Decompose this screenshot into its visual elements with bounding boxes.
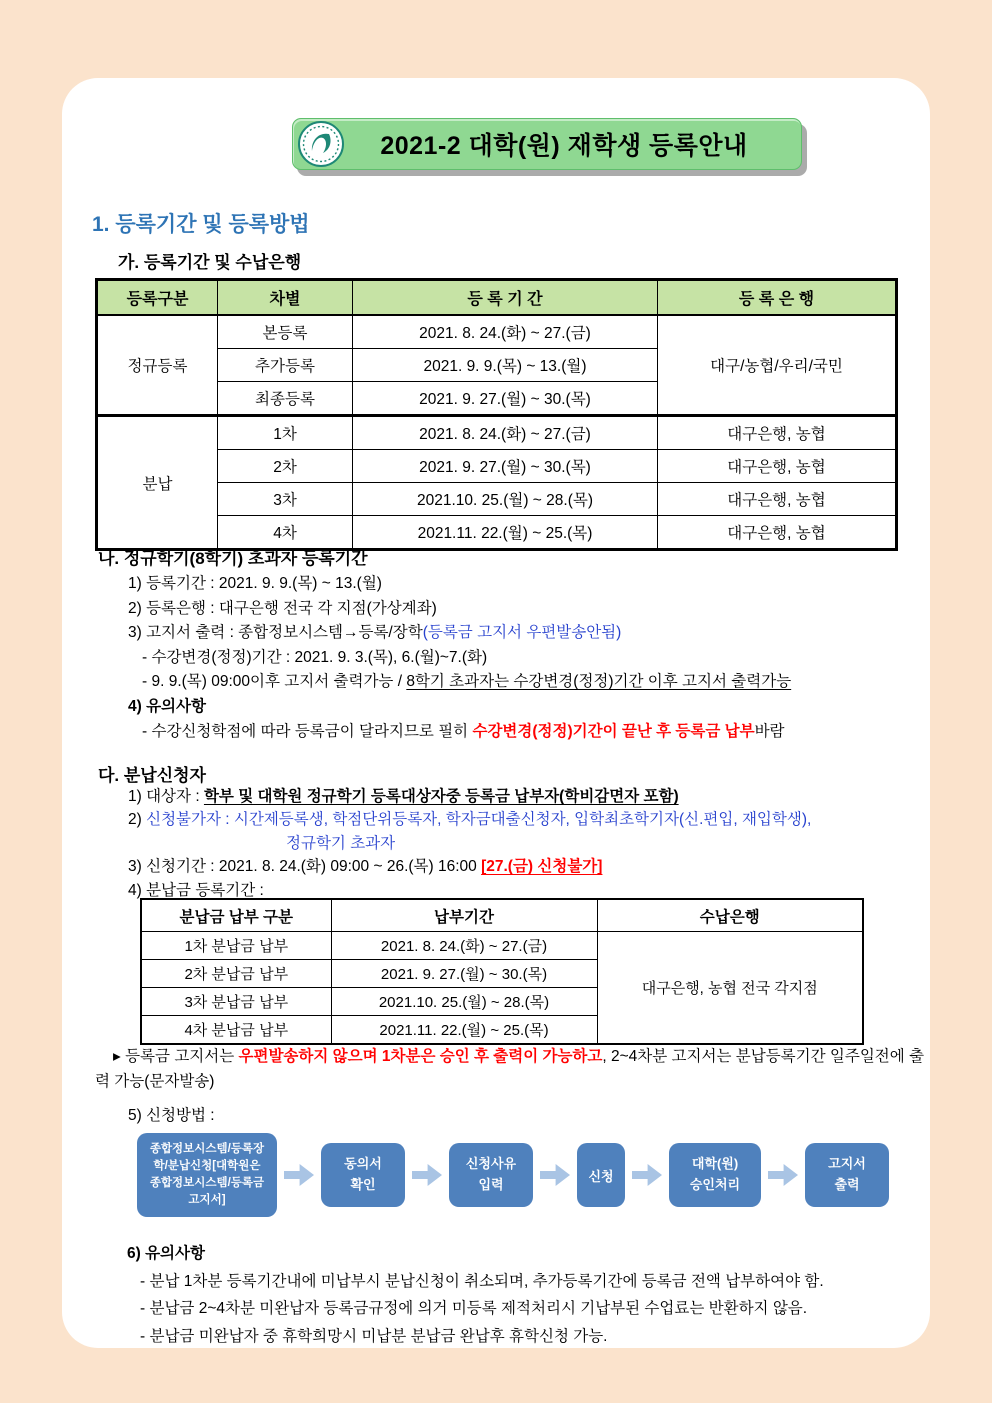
- cell-receiving-bank: 대구은행, 농협 전국 각지점: [597, 932, 863, 1045]
- flow-step-line: 고지서: [828, 1156, 866, 1172]
- caution-heading: 6) 유의사항: [127, 1245, 205, 1262]
- cell-installment-type: 2차 분납금 납부: [141, 960, 331, 988]
- content-sheet: [62, 78, 930, 1348]
- registration-period-table: [95, 278, 898, 551]
- da-item1-target: 학부 및 대학원 정규학기 등록대상자중 등록금 납부자(학비감면자 포함): [203, 788, 679, 805]
- na-item-1: 1) 등록기간 : 2021. 9. 9.(목) ~ 13.(월): [128, 575, 382, 592]
- flow-step-line: 입력: [478, 1177, 504, 1192]
- cell-payment-period: 2021. 9. 27.(월) ~ 30.(목): [331, 960, 597, 988]
- na-item-3-sub-1: - 수강변경(정정)기간 : 2021. 9. 3.(목), 6.(월)~7.(화): [142, 648, 488, 666]
- flow-step-reason: [449, 1143, 533, 1207]
- cell-round: 추가등록: [218, 349, 353, 382]
- cell-period: 2021. 9. 27.(월) ~ 30.(목): [353, 382, 658, 416]
- notice-red: 우편발송하지 않으며 1차분은 승인 후 출력이 가능하고: [238, 1048, 603, 1065]
- na-item-4: 4) 유의사항: [128, 697, 206, 715]
- flow-step-line: 종합정보시스템/등록금: [149, 1177, 265, 1189]
- cell-round: 본등록: [218, 315, 353, 349]
- bill-notice-paragraph: [95, 1044, 931, 1094]
- na-item-4-sub: [142, 720, 791, 745]
- page-title: 2021-2 대학(원) 재학생 등록안내: [380, 132, 748, 160]
- cell-round: 4차: [218, 516, 353, 550]
- da-item-4: 4) 분납금 등록기간 :: [128, 881, 264, 899]
- table-row: [97, 416, 897, 450]
- university-emblem-icon: [298, 121, 344, 172]
- col-header-round: 차별: [218, 280, 353, 316]
- col-header-category: 등록구분: [97, 280, 218, 316]
- cell-period: 2021.11. 22.(월) ~ 25.(목): [353, 516, 658, 550]
- flow-step-line: 확인: [350, 1177, 376, 1192]
- flow-step-consent: [321, 1143, 405, 1207]
- right-arrow-icon: [768, 1164, 798, 1186]
- cell-installment-type: 4차 분납금 납부: [141, 1016, 331, 1045]
- da-item-3: [128, 855, 811, 878]
- notice-plain-1: 등록금 고지서는: [120, 1048, 239, 1065]
- table-header-row: [141, 899, 863, 932]
- na-item-list: [128, 572, 791, 744]
- flow-step-line: 학/분납신청[대학원은: [153, 1159, 261, 1172]
- caution-list: [140, 1268, 824, 1350]
- cell-bank: 대구은행, 농협: [658, 483, 897, 516]
- da-item-1: [128, 785, 811, 808]
- method-heading: 5) 신청방법 :: [128, 1107, 215, 1124]
- caution-bullet-2: - 분납금 2~4차분 미완납자 등록금규정에 의거 미등록 제적처리시 기납부된 수업료는 반환하지 않음.: [140, 1300, 808, 1318]
- section-1-heading: 1. 등록기간 및 등록방법: [92, 213, 310, 236]
- cell-bank: 대구은행, 농협: [658, 416, 897, 450]
- flow-step-apply: [577, 1143, 625, 1207]
- flow-step-line: 신청사유: [465, 1156, 517, 1172]
- flow-step-line: 동의서: [344, 1156, 382, 1172]
- table-row: [141, 932, 863, 960]
- da-item3-plain: 3) 신청기간 : 2021. 8. 24.(화) 09:00 ~ 26.(목) 16:00: [128, 858, 482, 876]
- cell-round: 3차: [218, 483, 353, 516]
- cell-period: 2021. 9. 27.(월) ~ 30.(목): [353, 450, 658, 483]
- cell-bank: 대구/농협/우리/국민: [658, 315, 897, 416]
- da-item2-number: 2): [128, 811, 147, 829]
- na-item-3-sub-2: [142, 670, 791, 695]
- cell-installment-type: 3차 분납금 납부: [141, 988, 331, 1016]
- da-item3-red: [27.(금) 신청불가]: [481, 858, 603, 876]
- cell-category-installment: 분납: [97, 416, 218, 550]
- flow-step-line: 출력: [834, 1177, 860, 1192]
- table-header-row: [97, 280, 897, 316]
- na-sub2-plain: - 9. 9.(목) 09:00이후 고지서 출력가능 /: [142, 673, 407, 691]
- subsection-da-heading: 다. 분납신청자: [98, 766, 206, 785]
- flow-step-approval: [669, 1143, 761, 1207]
- cell-period: 2021. 8. 24.(화) ~ 27.(금): [353, 315, 658, 349]
- col-header-receiving-bank: 수납은행: [597, 899, 863, 932]
- col-header-period: 등 록 기 간: [353, 280, 658, 316]
- col-header-bank: 등 록 은 행: [658, 280, 897, 316]
- cell-round: 2차: [218, 450, 353, 483]
- na-sub2-underlined: 8학기 초과자는 수강변경(정정)기간 이후 고지서 출력가능: [406, 673, 792, 691]
- right-arrow-icon: [412, 1164, 442, 1186]
- da-item-2: [128, 808, 811, 831]
- installment-payment-table: [140, 898, 864, 1045]
- application-flowchart: [137, 1133, 889, 1217]
- right-arrow-icon: [540, 1164, 570, 1186]
- triangle-bullet-icon: ▸: [113, 1048, 121, 1065]
- cell-installment-type: 1차 분납금 납부: [141, 932, 331, 960]
- cell-category-regular: 정규등록: [97, 315, 218, 416]
- flow-step-print-bill: [805, 1143, 889, 1207]
- cell-payment-period: 2021.11. 22.(월) ~ 25.(목): [331, 1016, 597, 1045]
- da-item1-label: 1) 대상자 :: [128, 788, 204, 805]
- cell-round: 1차: [218, 416, 353, 450]
- na-item4-tail: 바람: [754, 722, 785, 740]
- da-item2-blue: 신청불가자 : 시간제등록생, 학점단위등록자, 학자금대출신청자, 입학최초학기자(신.편입, 재입학생),: [146, 811, 812, 829]
- na-item4-plain: - 수강신청학점에 따라 등록금이 달라지므로 필히: [142, 722, 473, 740]
- cell-payment-period: 2021. 8. 24.(화) ~ 27.(금): [331, 932, 597, 960]
- col-header-installment-type: 분납금 납부 구분: [141, 899, 331, 932]
- caution-bullet-1: - 분납 1차분 등록기간내에 미납부시 분납신청이 취소되며, 추가등록기간에 등록금 전액 납부하여야 함.: [140, 1273, 824, 1290]
- subsection-na-heading: 나. 정규학기(8학기) 초과자 등록기간: [98, 549, 368, 568]
- da-item-2-continued: 정규학기 초과자: [286, 834, 396, 852]
- flow-step-line: 신청: [588, 1168, 614, 1184]
- cell-round: 최종등록: [218, 382, 353, 416]
- na-item-3-blue-note: (등록금 고지서 우편발송안됨): [422, 624, 622, 642]
- flow-step-line: 종합정보시스템/등록장: [149, 1142, 265, 1155]
- caution-bullet-3: - 분납금 미완납자 중 휴학희망시 미납분 분납금 완납후 휴학신청 가능.: [140, 1327, 608, 1345]
- flow-step-line: 고지서]: [188, 1194, 226, 1207]
- table-row: [97, 315, 897, 349]
- cell-payment-period: 2021.10. 25.(월) ~ 28.(목): [331, 988, 597, 1016]
- cell-bank: 대구은행, 농협: [658, 516, 897, 550]
- flow-step-line: 승인처리: [689, 1177, 741, 1192]
- right-arrow-icon: [284, 1164, 314, 1186]
- cell-period: 2021. 9. 9.(목) ~ 13.(월): [353, 349, 658, 382]
- flow-step-portal: [137, 1133, 277, 1217]
- cell-period: 2021.10. 25.(월) ~ 28.(목): [353, 483, 658, 516]
- na-item4-red: 수강변경(정정)기간이 끝난 후 등록금 납부: [472, 722, 755, 740]
- col-header-payment-period: 납부기간: [331, 899, 597, 932]
- na-item-3-text: 3) 고지서 출력 : 종합정보시스템→등록/장학: [128, 624, 423, 642]
- notice-plain-2: , 2~4차분 고지서는 분납등록기간 일주일전에 출력 가능(문자발송): [95, 1048, 925, 1090]
- na-item-3: [128, 621, 791, 646]
- flow-step-line: 대학(원): [691, 1156, 739, 1172]
- right-arrow-icon: [632, 1164, 662, 1186]
- da-item-list: [128, 785, 811, 902]
- na-item-2: 2) 등록은행 : 대구은행 전국 각 지점(가상계좌): [128, 599, 437, 617]
- cell-period: 2021. 8. 24.(화) ~ 27.(금): [353, 416, 658, 450]
- title-banner: [292, 118, 802, 170]
- cell-bank: 대구은행, 농협: [658, 450, 897, 483]
- subsection-ga-heading: 가. 등록기간 및 수납은행: [118, 253, 302, 272]
